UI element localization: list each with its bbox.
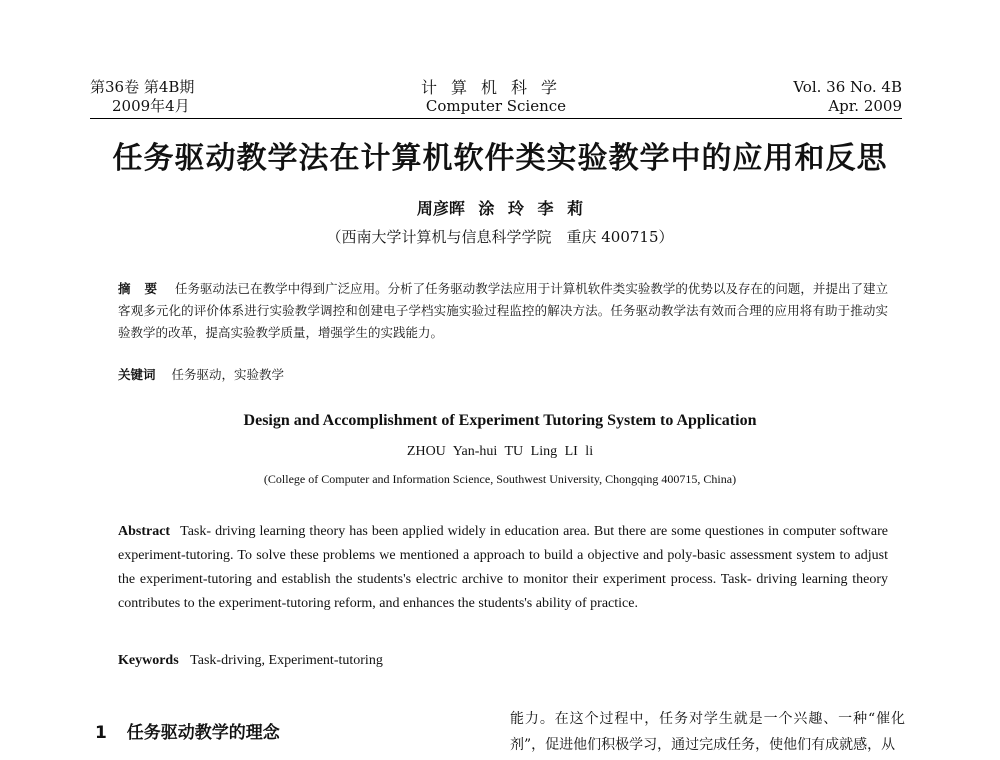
authors-en: ZHOU Yan-hui TU Ling LI li [406,444,594,459]
keywords-en [118,653,383,669]
affiliation-cn: （西南大学计算机与信息科学学院 重庆 400715） [326,228,674,246]
header-journal-cn: 计算机科学 [420,78,571,97]
abstract-en-label: Abstract [118,524,171,539]
section-1-heading [95,718,280,743]
header-center [90,78,902,116]
affiliation-en: (College of Computer and Information Science, Southwest University, Chongqing 400715, China) [263,472,737,486]
keywords-cn-text: 任务驱动，实验教学 [171,367,285,382]
header-journal-en: Computer Science [425,97,567,115]
keywords-cn-label: 关键词 [118,367,156,382]
section-1-number: 1 [95,723,107,743]
keywords-cn [118,365,284,383]
abstract-cn [118,278,888,344]
running-header [90,78,902,119]
keywords-en-text: Task-driving, Experiment-tutoring [190,653,383,668]
abstract-cn-label: 摘要 [118,281,172,296]
abstract-cn-text: 任务驱动法已在教学中得到广泛应用。分析了任务驱动教学法应用于计算机软件类实验教学的优势以及存在的问题，并提出了建立客观多元化的评价体系进行实验教学调控和创建电子学档实施实验过程监控的解决方法。任务驱动教学法有效而合理的应用将有助于推动实验教学的改革，提高实验教学质量，增强学生的实践能力。 [118,281,888,340]
header-volume-en: Vol. 36 No. 4B [793,78,902,96]
keywords-en-label: Keywords [118,653,179,668]
paper-title-en: Design and Accomplishment of Experiment Tutoring System to Application [243,412,757,429]
body-column-right: 能力。在这个过程中，任务对学生就是一个兴趣、一种“催化剂”，促进他们积极学习，通过完成任务，使他们有成就感，从 [510,711,905,753]
authors-cn: 周彦晖 涂 玲 李 莉 [416,199,584,218]
header-date-cn: 2009年4月 [112,97,190,115]
header-volume-cn: 第36卷 第4B期 [90,78,195,96]
section-1-title: 任务驱动教学的理念 [126,723,280,743]
header-date-en: Apr. 2009 [828,97,902,115]
abstract-en [118,520,888,616]
paper-title-cn: 任务驱动教学法在计算机软件类实验教学中的应用和反思 [112,141,888,176]
abstract-en-text: Task- driving learning theory has been applied widely in education area. But there are some questiones in computer software experiment-tutoring. To solve these problems we mentioned a approach to build a objective and poly-basic assessment system to adjust the experiment-tutoring and establish the students's electric archive to monitor their experiment process. Task- driving learning theory contributes to the experiment-tutoring reform, and enhances the students's ability of practice. [118,524,888,611]
header-right [793,78,902,116]
